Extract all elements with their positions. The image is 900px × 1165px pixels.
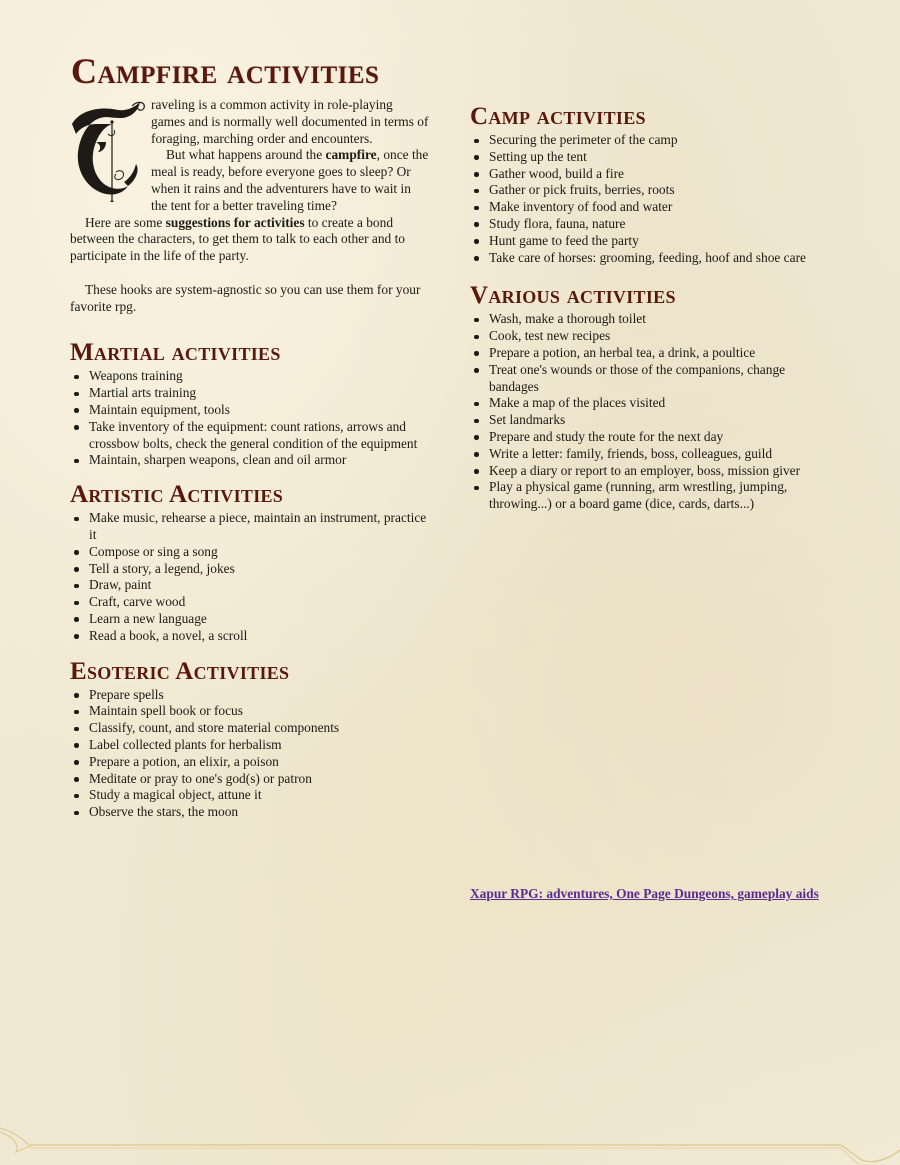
list-item: Make music, rehearse a piece, maintain an instrument, practice it bbox=[70, 510, 430, 544]
list-item: Cook, test new recipes bbox=[470, 328, 830, 345]
spacer bbox=[70, 265, 430, 282]
camp-list bbox=[470, 132, 830, 266]
xapur-rpg-link[interactable]: Xapur RPG: adventures, One Page Dungeons, gameplay aids bbox=[470, 886, 819, 901]
list-item: Setting up the tent bbox=[470, 149, 830, 166]
left-column bbox=[70, 97, 430, 821]
intro-text-span: , once the meal is ready, before everyone goes to sleep? Or when it rains and the adventurers have to wait in the tent for a better traveling time? bbox=[151, 147, 429, 213]
list-item: Gather or pick fruits, berries, roots bbox=[470, 182, 830, 199]
list-item: Draw, paint bbox=[70, 577, 430, 594]
artistic-list bbox=[70, 510, 430, 644]
list-item: Prepare a potion, an herbal tea, a drink, a poultice bbox=[470, 345, 830, 362]
list-item: Make inventory of food and water bbox=[470, 199, 830, 216]
section-martial bbox=[70, 338, 430, 469]
section-heading-martial: Martial activities bbox=[70, 339, 281, 367]
intro-text-span: to create a bond between the characters, to get them to talk to each other and to participate in the life of the party. bbox=[70, 214, 406, 264]
section-esoteric bbox=[70, 657, 430, 821]
section-heading-various: Various activities bbox=[470, 282, 676, 310]
section-various bbox=[470, 281, 830, 513]
list-item: Study flora, fauna, nature bbox=[470, 216, 830, 233]
list-item: Maintain, sharpen weapons, clean and oil armor bbox=[70, 452, 430, 469]
list-item: Label collected plants for herbalism bbox=[70, 737, 430, 754]
section-camp bbox=[470, 102, 830, 266]
list-item: Prepare and study the route for the next day bbox=[470, 429, 830, 446]
list-item: Maintain equipment, tools bbox=[70, 402, 430, 419]
intro-paragraph-4: These hooks are system-agnostic so you can use them for your favorite rpg. bbox=[70, 281, 421, 314]
page-title: Campfire activities bbox=[71, 51, 380, 91]
section-heading-artistic: Artistic Activities bbox=[70, 481, 284, 509]
intro-paragraph-3 bbox=[70, 215, 430, 265]
list-item: Hunt game to feed the party bbox=[470, 233, 830, 250]
list-item: Take care of horses: grooming, feeding, hoof and shoe care bbox=[470, 250, 830, 267]
list-item: Write a letter: family, friends, boss, colleagues, guild bbox=[470, 446, 830, 463]
list-item: Keep a diary or report to an employer, boss, mission giver bbox=[470, 463, 830, 480]
various-list bbox=[470, 311, 830, 513]
campfire-emphasis: campfire bbox=[325, 147, 377, 163]
list-item: Weapons training bbox=[70, 368, 430, 385]
list-item: Observe the stars, the moon bbox=[70, 804, 430, 821]
list-item: Tell a story, a legend, jokes bbox=[70, 561, 430, 578]
list-item: Make a map of the places visited bbox=[470, 395, 830, 412]
list-item: Meditate or pray to one's god(s) or patron bbox=[70, 771, 430, 788]
list-item: Maintain spell book or focus bbox=[70, 703, 430, 720]
list-item: Martial arts training bbox=[70, 385, 430, 402]
section-artistic bbox=[70, 480, 430, 644]
martial-list bbox=[70, 368, 430, 469]
section-heading-camp: Camp activities bbox=[470, 103, 646, 130]
intro-text bbox=[70, 97, 430, 315]
list-item: Prepare a potion, an elixir, a poison bbox=[70, 754, 430, 771]
list-item: Study a magical object, attune it bbox=[70, 787, 430, 804]
intro-paragraph-1: raveling is a common activity in role-playing games and is normally well documented in terms of foraging, marching order and encounters. bbox=[151, 97, 429, 146]
dropcap-t-icon bbox=[66, 98, 148, 202]
list-item: Gather wood, build a fire bbox=[470, 166, 830, 183]
section-heading-esoteric: Esoteric Activities bbox=[70, 657, 290, 685]
list-item: Securing the perimeter of the camp bbox=[470, 132, 830, 149]
list-item: Treat one's wounds or those of the companions, change bandages bbox=[470, 362, 830, 396]
list-item: Take inventory of the equipment: count rations, arrows and crossbow bolts, check the general condition of the equipment bbox=[70, 419, 430, 453]
intro-text-span: But what happens around the bbox=[166, 147, 326, 163]
list-item: Learn a new language bbox=[70, 611, 430, 628]
list-item: Craft, carve wood bbox=[70, 594, 430, 611]
suggestions-emphasis: suggestions for activities bbox=[165, 214, 305, 230]
esoteric-list bbox=[70, 687, 430, 821]
list-item: Classify, count, and store material components bbox=[70, 720, 430, 737]
footer-frame-ornament bbox=[0, 1120, 900, 1165]
list-item: Read a book, a novel, a scroll bbox=[70, 628, 430, 645]
list-item: Wash, make a thorough toilet bbox=[470, 311, 830, 328]
intro-text-span: Here are some bbox=[85, 214, 166, 230]
list-item: Compose or sing a song bbox=[70, 544, 430, 561]
list-item: Set landmarks bbox=[470, 412, 830, 429]
right-column bbox=[470, 102, 830, 513]
list-item: Prepare spells bbox=[70, 687, 430, 704]
list-item: Play a physical game (running, arm wrestling, jumping, throwing...) or a board game (dice, cards, darts...) bbox=[470, 479, 830, 513]
